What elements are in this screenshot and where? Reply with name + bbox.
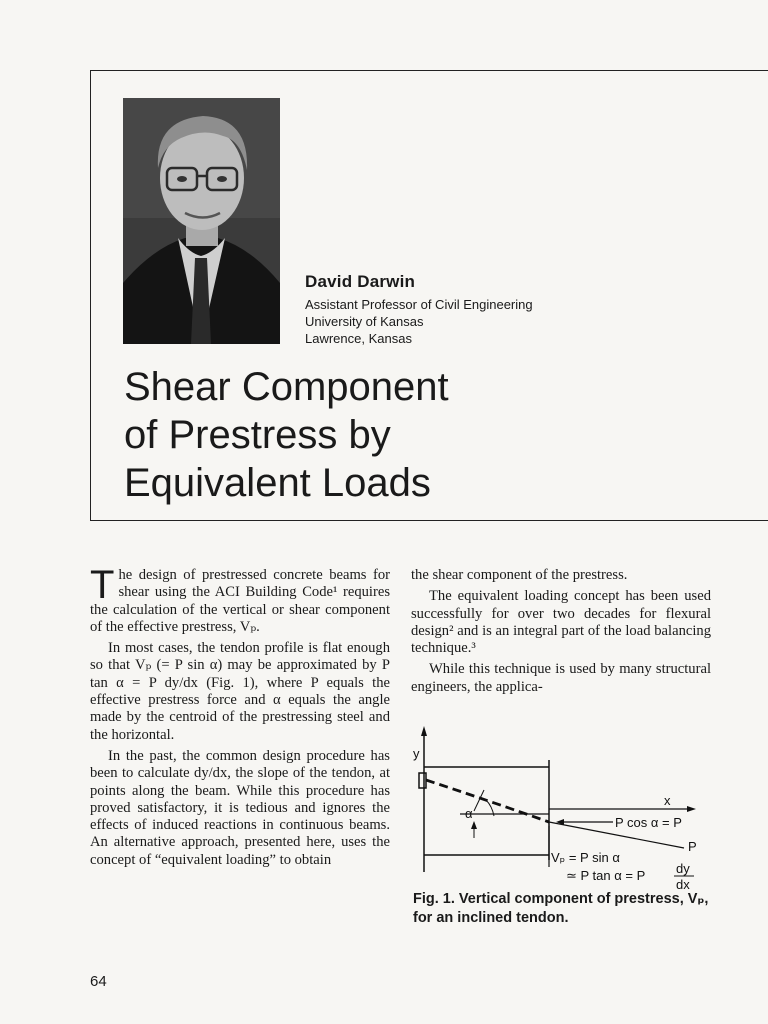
p-cos-label: P cos α = P xyxy=(615,815,682,830)
paragraph-intro-text: he design of prestressed concrete beams for shear using the ACI Building Code¹ requires the calculation of the vertical or shear component of the effective prestress, Vₚ. xyxy=(90,567,390,635)
author-location: Lawrence, Kansas xyxy=(305,331,412,346)
author-position: Assistant Professor of Civil Engineering xyxy=(305,297,533,312)
prestress-force-label: P xyxy=(688,839,697,854)
author-block xyxy=(305,272,533,347)
dy-label: dy xyxy=(676,861,690,876)
figure-1-diagram xyxy=(408,722,718,892)
header-frame-top-rule xyxy=(90,70,768,71)
paragraph-intro xyxy=(90,563,390,636)
article-title xyxy=(124,363,724,507)
body-column-left xyxy=(90,563,390,869)
author-portrait-photo xyxy=(123,98,280,344)
article-title-line-2: of Prestress by xyxy=(124,413,391,457)
paragraph-shear-component: the shear component of the prestress. xyxy=(411,567,628,583)
alpha-leader xyxy=(474,790,484,811)
page-number: 64 xyxy=(90,973,107,990)
author-university: University of Kansas xyxy=(305,314,424,329)
x-axis-label: x xyxy=(664,793,671,808)
header-frame-bottom-rule xyxy=(90,520,768,521)
paragraph-past-procedure: In the past, the common design procedure has been to calculate dy/dx, the slope of the tendon, at points along the beam. While this procedure has proved satisfactory, it is tedious and ignores the effects of induced reactions in continuous beams. An alternative approach, presented here, uses the concept of “equivalent loading” to obtain xyxy=(90,747,390,868)
drop-cap: T xyxy=(90,563,115,607)
dx-label: dx xyxy=(676,877,690,892)
paragraph-equivalent-loading: The equivalent loading concept has been used successfully for over two decades for flexural design² and is an integral part of the load balancing technique.³ xyxy=(411,588,711,657)
x-axis-arrowhead xyxy=(687,806,696,812)
article-title-line-1: Shear Component xyxy=(124,365,449,409)
vp-tan-label: ≃ P tan α = P xyxy=(566,868,646,883)
header-frame-left-rule xyxy=(90,70,91,521)
y-axis-arrowhead xyxy=(421,726,427,736)
body-column-right xyxy=(411,567,711,696)
y-axis-label: y xyxy=(413,746,420,761)
author-name: David Darwin xyxy=(305,272,416,291)
article-title-line-3: Equivalent Loads xyxy=(124,461,431,505)
vp-sin-label: Vₚ = P sin α xyxy=(551,850,620,865)
paragraph-technique-use: While this technique is used by many structural engineers, the applica- xyxy=(411,661,711,695)
alpha-label: α xyxy=(465,806,473,821)
paragraph-tendon-profile: In most cases, the tendon profile is flat enough so that Vₚ (= P sin α) may be approximated by P tan α = P dy/dx (Fig. 1), where P equals the effective prestress force and α equals the angle made by the centroid of the prestressing steel and the horizontal. xyxy=(90,640,390,743)
anchor-plate xyxy=(419,773,426,788)
vp-offset-tick-arrowhead xyxy=(471,821,477,829)
figure-1-caption: Fig. 1. Vertical component of prestress, Vₚ, for an inclined tendon. xyxy=(413,891,709,926)
